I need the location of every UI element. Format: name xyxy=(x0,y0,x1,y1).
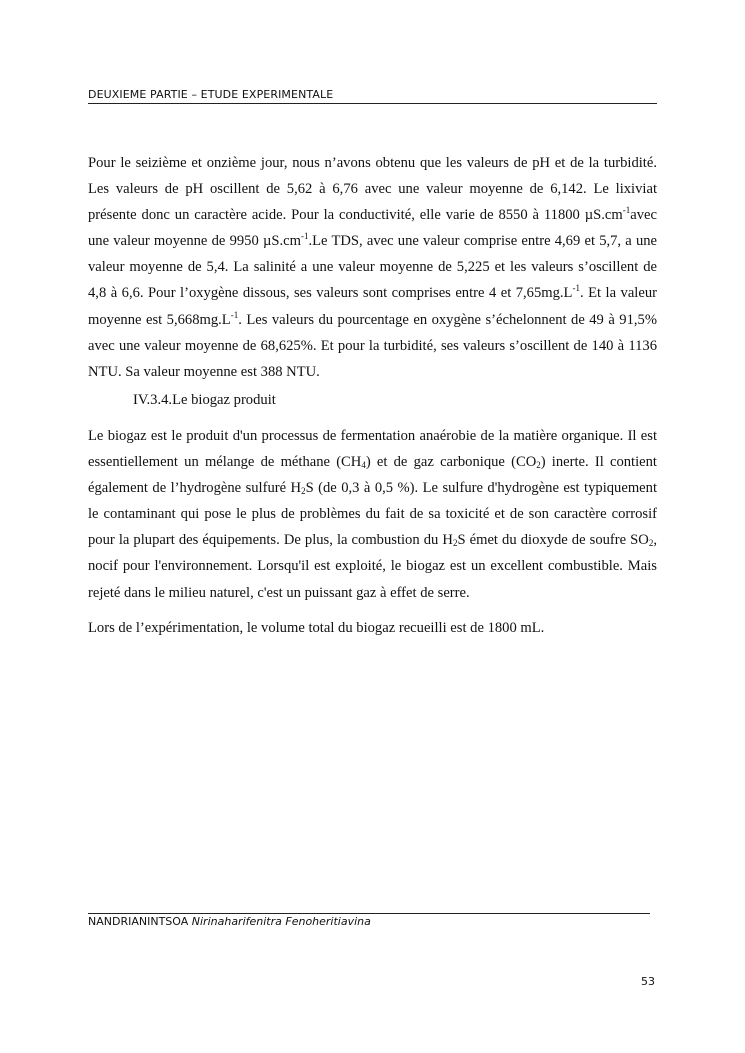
author-surname: NANDRIANINTSOA xyxy=(88,915,189,928)
paragraph-volume: Lors de l’expérimentation, le volume total du biogaz recueilli est de 1800 mL. xyxy=(88,619,545,636)
author-given-names: Nirinaharifenitra Fenoheritiavina xyxy=(191,915,371,928)
paragraph-results: Pour le seizième et onzième jour, nous n’avons obtenu que les valeurs de pH et de la turbidité. Les valeurs de pH oscillent de 5,62 à 6,76 avec une valeur moyenne de 6,142. Le lixiviat présente donc un caractère acide. Pour la conductivité, elle varie de 8550 à 11800 $\mu S.cm^{-1}avec$ une valeur moyenne de 9950 $\mu S.cm^{-1}.Le$ TDS, avec une valeur comprise entre 4,69 et 5,7, a une valeur moyenne de 5,4. La salinité a une valeur moyenne de 5,225 et les valeurs s’oscillent de 4,8 à 6,6. Pour l’oxygène dissous, ses valeurs sont comprises entre 4 et $7,65mg.L^{-1}$. Et la valeur moyenne est $5,668mg.L^{-1}$. Les valeurs du pourcentage en oxygène s’échelonnent de 49 à 91,5% avec une valeur moyenne de 68,625%. Et pour la turbidité, ses valeurs s’oscillent de 140 à 1136 NTU. Sa valeur moyenne est 388 NTU. xyxy=(88,155,658,380)
section-title: Le biogaz produit xyxy=(172,391,276,408)
body-text xyxy=(88,150,657,641)
page-number: 53 xyxy=(641,975,655,988)
header-rule xyxy=(88,103,657,104)
footer-rule xyxy=(88,913,650,914)
section-number: IV.3.4. xyxy=(133,391,173,408)
paragraph-biogas: Le biogaz est le produit d'un processus de fermentation anaérobie de la matière organique. Il est essentiellement un mélange de méthane $(CH_4)$ et de gaz carbonique $(CO_2)$ inerte. Il contient également de l’hydrogène sulfuré $H_2S$ (de 0,3 à 0,5 %). Le sulfure d'hydrogène est typiquement le contaminant qui pose le plus de problèmes du fait de sa toxicité et de son caractère corrosif pour la plupart des équipements. De plus, la combustion du $H_2S$ émet du dioxyde de soufre $SO_2$, nocif pour l'environnement. Lorsqu'il est exploité, le biogaz est un excellent combustible. Mais rejeté dans le milieu naturel, c'est un puissant gaz à effet de serre. xyxy=(88,427,657,601)
running-footer xyxy=(88,915,371,928)
running-header: DEUXIEME PARTIE – ETUDE EXPERIMENTALE xyxy=(88,88,334,101)
section-heading xyxy=(88,387,657,413)
